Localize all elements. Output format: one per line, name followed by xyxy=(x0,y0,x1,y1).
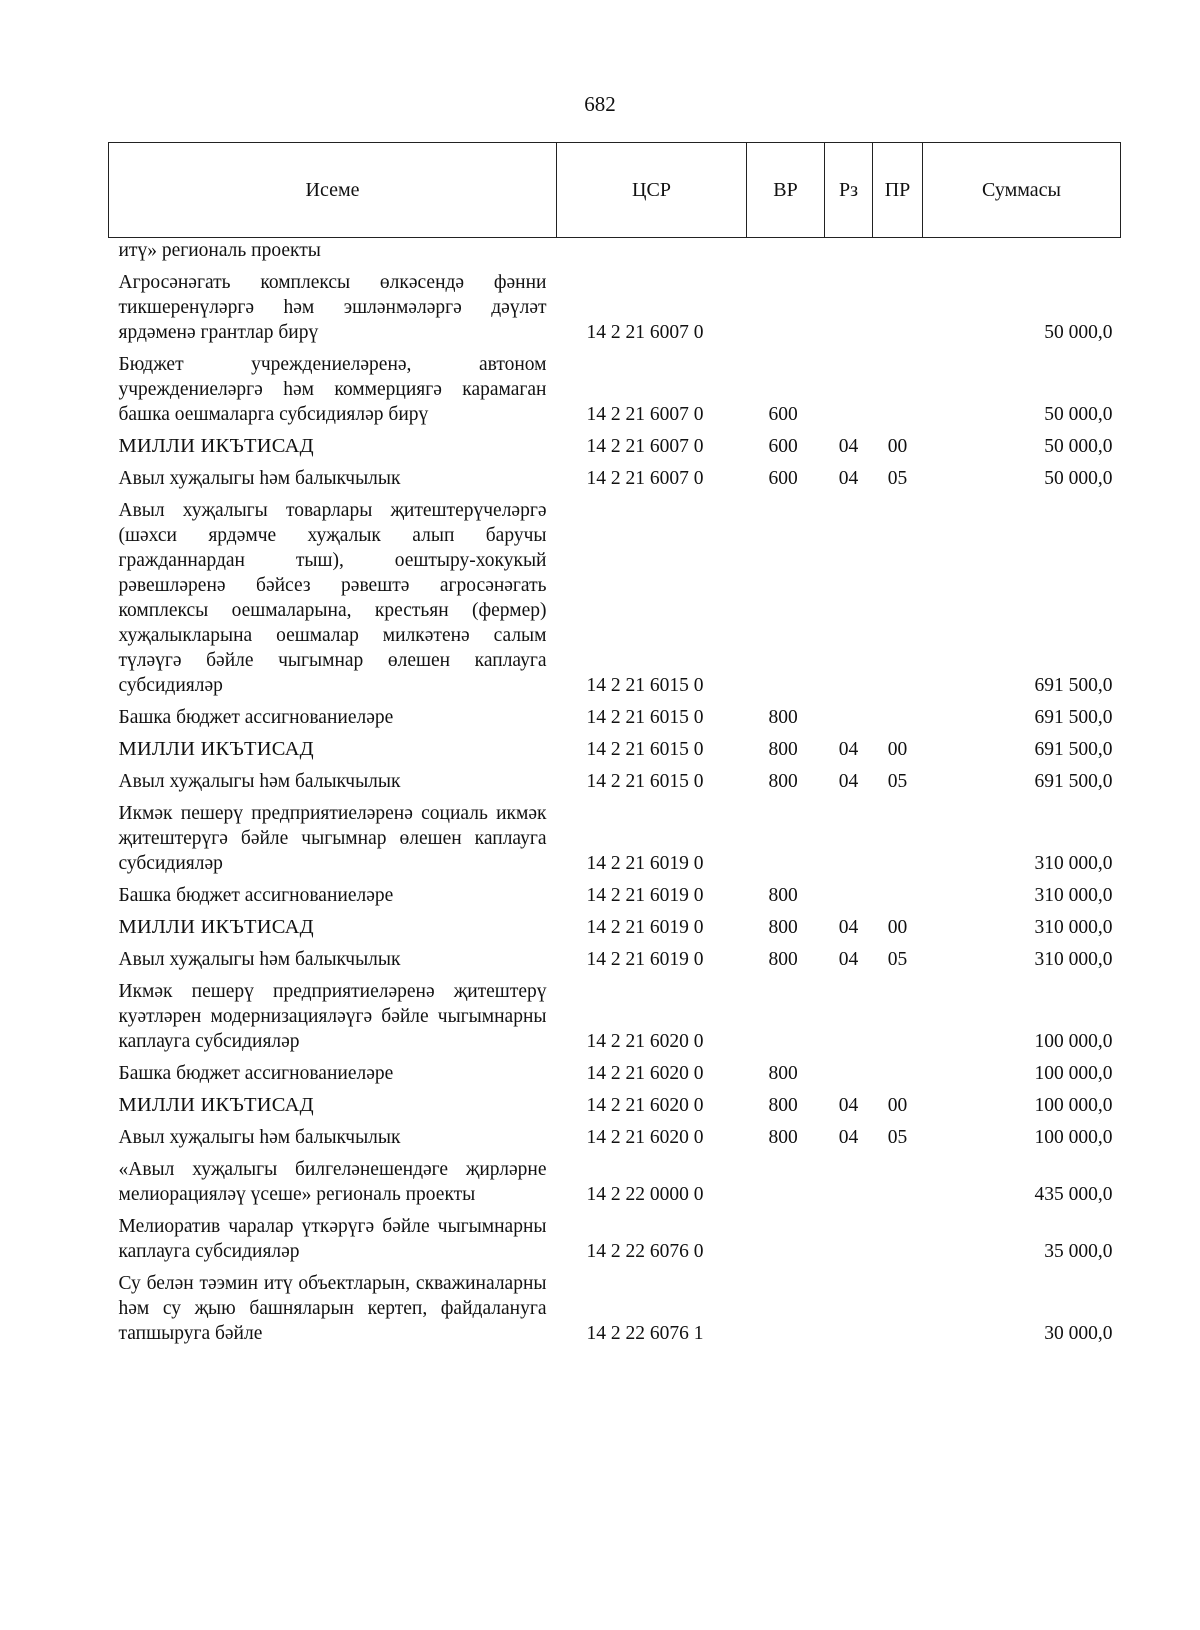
header-name: Исеме xyxy=(109,143,557,238)
row-vr: 800 xyxy=(768,739,798,760)
budget-table xyxy=(108,142,1121,1350)
row-csr: 14 2 21 6007 0 xyxy=(586,468,704,489)
row-sum: 691 500,0 xyxy=(1034,707,1113,728)
row-vr: 600 xyxy=(768,468,798,489)
row-name: «Авыл хуҗалыгы билгеләнешендәге җирләрне мелиорацияләү үсеше» региональ проекты xyxy=(118,1159,547,1205)
row-sum: 50 000,0 xyxy=(1044,468,1113,489)
row-vr: 800 xyxy=(768,949,798,970)
row-pr xyxy=(873,1058,923,1090)
row-sum: 691 500,0 xyxy=(1034,771,1113,792)
row-rz xyxy=(825,880,873,912)
header-sum: Суммасы xyxy=(923,143,1121,238)
row-sum: 50 000,0 xyxy=(1044,322,1113,343)
row-sum: 100 000,0 xyxy=(1034,1063,1113,1084)
row-pr: 00 xyxy=(887,436,908,457)
table-row xyxy=(109,766,1121,798)
row-sum xyxy=(923,238,1121,268)
row-csr: 14 2 21 6007 0 xyxy=(586,322,704,343)
table-row xyxy=(109,1268,1121,1350)
row-vr xyxy=(747,495,825,702)
row-vr xyxy=(747,798,825,880)
row-csr: 14 2 21 6020 0 xyxy=(586,1127,704,1148)
table-row xyxy=(109,944,1121,976)
row-name: Бюджет учреждениеләренә, автоном учреждениеләргә һәм коммерциягә карамаган башка оешмаларга субсидияләр бирү xyxy=(118,354,547,425)
row-rz: 04 xyxy=(838,436,859,457)
header-vr: ВР xyxy=(747,143,825,238)
row-vr: 600 xyxy=(768,404,798,425)
row-pr: 05 xyxy=(887,949,908,970)
row-rz: 04 xyxy=(838,949,859,970)
row-sum: 100 000,0 xyxy=(1034,1095,1113,1116)
row-vr xyxy=(747,267,825,349)
table-row xyxy=(109,880,1121,912)
row-sum: 691 500,0 xyxy=(1034,739,1113,760)
row-name: Башка бюджет ассигнованиеләре xyxy=(118,1063,394,1084)
row-csr: 14 2 21 6020 0 xyxy=(586,1031,704,1052)
row-name: Авыл хуҗалыгы һәм балыкчылык xyxy=(118,468,401,489)
row-name: Авыл хуҗалыгы һәм балыкчылык xyxy=(118,1127,401,1148)
row-name: Башка бюджет ассигнованиеләре xyxy=(118,707,394,728)
row-pr xyxy=(873,976,923,1058)
row-pr xyxy=(873,267,923,349)
row-rz xyxy=(825,1211,873,1268)
row-name: МИЛЛИ ИКЪТИСАД xyxy=(118,1094,314,1116)
table-row xyxy=(109,463,1121,495)
table-row xyxy=(109,1090,1121,1122)
row-vr: 800 xyxy=(768,885,798,906)
row-pr xyxy=(873,798,923,880)
row-name: Авыл хуҗалыгы һәм балыкчылык xyxy=(118,771,401,792)
row-rz xyxy=(825,702,873,734)
header-rz: Рз xyxy=(825,143,873,238)
row-sum: 310 000,0 xyxy=(1034,949,1113,970)
row-csr: 14 2 21 6015 0 xyxy=(586,739,704,760)
row-vr: 800 xyxy=(768,1127,798,1148)
row-sum: 310 000,0 xyxy=(1034,885,1113,906)
row-rz: 04 xyxy=(838,468,859,489)
row-name: Икмәк пешерү предприятиеләренә социаль икмәк җитештерүгә бәйле чыгымнар өлешен каплауга субсидияләр xyxy=(118,803,547,874)
table-row xyxy=(109,267,1121,349)
row-rz xyxy=(825,798,873,880)
row-sum: 50 000,0 xyxy=(1044,436,1113,457)
row-sum: 691 500,0 xyxy=(1034,675,1113,696)
row-pr xyxy=(873,702,923,734)
row-rz: 04 xyxy=(838,771,859,792)
table-row xyxy=(109,238,1121,268)
table-row xyxy=(109,495,1121,702)
row-rz xyxy=(825,349,873,431)
row-name: МИЛЛИ ИКЪТИСАД xyxy=(118,738,314,760)
row-sum: 30 000,0 xyxy=(1044,1323,1113,1344)
row-vr: 600 xyxy=(768,436,798,457)
row-name: Су белән тәэмин итү объектларын, скважиналарны һәм су җыю башняларын кертеп, файдалануга тапшыруга бәйле xyxy=(118,1273,547,1344)
row-pr: 05 xyxy=(887,771,908,792)
row-rz: 04 xyxy=(838,1095,859,1116)
row-csr: 14 2 21 6019 0 xyxy=(586,853,704,874)
row-sum: 100 000,0 xyxy=(1034,1127,1113,1148)
row-csr: 14 2 21 6020 0 xyxy=(586,1095,704,1116)
row-sum: 100 000,0 xyxy=(1034,1031,1113,1052)
row-pr: 00 xyxy=(887,1095,908,1116)
row-rz: 04 xyxy=(838,739,859,760)
row-name: МИЛЛИ ИКЪТИСАД xyxy=(118,435,314,457)
row-name: итү» региональ проекты xyxy=(118,240,321,261)
row-sum: 35 000,0 xyxy=(1044,1241,1113,1262)
row-pr xyxy=(873,495,923,702)
row-vr xyxy=(747,238,825,268)
table-body xyxy=(109,238,1121,1351)
table-row xyxy=(109,1122,1121,1154)
row-rz: 04 xyxy=(838,1127,859,1148)
row-name: Башка бюджет ассигнованиеләре xyxy=(118,885,394,906)
row-vr: 800 xyxy=(768,1095,798,1116)
table-row xyxy=(109,1211,1121,1268)
table-row xyxy=(109,734,1121,766)
table-row xyxy=(109,349,1121,431)
row-sum: 50 000,0 xyxy=(1044,404,1113,425)
row-csr: 14 2 22 6076 0 xyxy=(586,1241,704,1262)
row-rz xyxy=(825,495,873,702)
row-name: Авыл хуҗалыгы товарлары җитештерүчеләргә (шәхси ярдәмче хуҗалык алып баручы гражданнардан тыш), оештыру-хокукый рәвешләренә бәйсез рәвештә агросәнәгать комплексы оешмаларына, крестьян (фермер) хуҗалыкларына оешмалар милкәтенә салым түләүгә бәйле чыгымнар өлешен каплауга субсидияләр xyxy=(118,500,547,696)
row-pr xyxy=(873,1211,923,1268)
row-csr: 14 2 21 6019 0 xyxy=(586,917,704,938)
table-row xyxy=(109,976,1121,1058)
row-csr xyxy=(557,238,747,268)
row-pr: 00 xyxy=(887,917,908,938)
row-rz xyxy=(825,1268,873,1350)
row-name: МИЛЛИ ИКЪТИСАД xyxy=(118,916,314,938)
table-header xyxy=(109,143,1121,238)
row-rz xyxy=(825,267,873,349)
row-pr xyxy=(873,238,923,268)
row-rz xyxy=(825,238,873,268)
table-row xyxy=(109,798,1121,880)
row-csr: 14 2 21 6007 0 xyxy=(586,436,704,457)
header-pr: ПР xyxy=(873,143,923,238)
table-row xyxy=(109,912,1121,944)
row-csr: 14 2 21 6015 0 xyxy=(586,675,704,696)
row-csr: 14 2 22 6076 1 xyxy=(586,1323,704,1344)
row-csr: 14 2 21 6019 0 xyxy=(586,949,704,970)
row-pr: 05 xyxy=(887,468,908,489)
row-rz xyxy=(825,976,873,1058)
row-csr: 14 2 21 6015 0 xyxy=(586,771,704,792)
table-row xyxy=(109,1058,1121,1090)
row-sum: 310 000,0 xyxy=(1034,917,1113,938)
row-pr xyxy=(873,349,923,431)
row-pr: 00 xyxy=(887,739,908,760)
row-vr xyxy=(747,1154,825,1211)
row-rz xyxy=(825,1154,873,1211)
page-number: 682 xyxy=(584,92,616,116)
row-vr: 800 xyxy=(768,917,798,938)
table-row xyxy=(109,431,1121,463)
row-vr: 800 xyxy=(768,771,798,792)
row-csr: 14 2 21 6019 0 xyxy=(586,885,704,906)
row-vr xyxy=(747,1268,825,1350)
row-name: Агросәнәгать комплексы өлкәсендә фәнни тикшеренүләргә һәм эшләнмәләргә дәүләт ярдәменә грантлар бирү xyxy=(118,272,547,343)
table-row xyxy=(109,702,1121,734)
row-vr: 800 xyxy=(768,707,798,728)
row-vr: 800 xyxy=(768,1063,798,1084)
header-csr: ЦСР xyxy=(557,143,747,238)
row-pr: 05 xyxy=(887,1127,908,1148)
row-csr: 14 2 21 6020 0 xyxy=(586,1063,704,1084)
row-rz: 04 xyxy=(838,917,859,938)
row-sum: 310 000,0 xyxy=(1034,853,1113,874)
row-sum: 435 000,0 xyxy=(1034,1184,1113,1205)
row-pr xyxy=(873,1154,923,1211)
row-vr xyxy=(747,976,825,1058)
row-name: Икмәк пешерү предприятиеләренә җитештерү куәтләрен модернизацияләүгә бәйле чыгымнарны каплауга субсидияләр xyxy=(118,981,547,1052)
table-row xyxy=(109,1154,1121,1211)
row-csr: 14 2 21 6015 0 xyxy=(586,707,704,728)
row-pr xyxy=(873,880,923,912)
row-rz xyxy=(825,1058,873,1090)
row-vr xyxy=(747,1211,825,1268)
row-name: Авыл хуҗалыгы һәм балыкчылык xyxy=(118,949,401,970)
row-name: Мелиоратив чаралар үткәрүгә бәйле чыгымнарны каплауга субсидияләр xyxy=(118,1216,547,1262)
row-csr: 14 2 22 0000 0 xyxy=(586,1184,704,1205)
row-pr xyxy=(873,1268,923,1350)
row-csr: 14 2 21 6007 0 xyxy=(586,404,704,425)
